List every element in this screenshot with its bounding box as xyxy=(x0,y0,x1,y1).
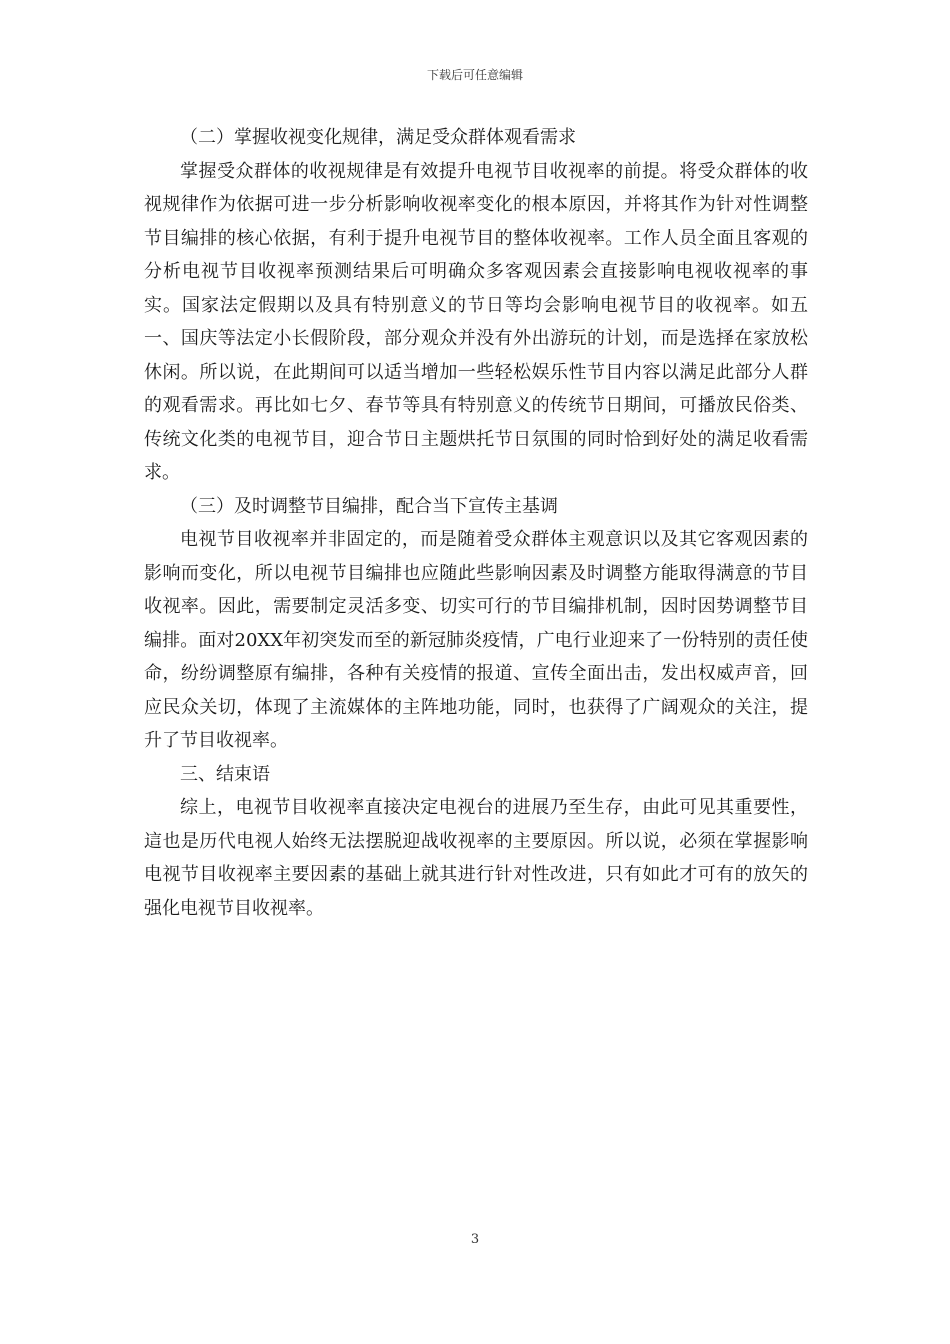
body-paragraph: 综上，电视节目收视率直接决定电视台的进展乃至生存，由此可见其重要性，這也是历代电视人始终无法摆脱迎战收视率的主要原因。所以说，必须在掌握影响电视节目收视率主要因素的基础上就其进行针对性改进，只有如此才可有的放矢的强化电视节目收视率。 xyxy=(144,797,808,919)
body-paragraph: 掌握受众群体的收视规律是有效提升电视节目收视率的前提。将受众群体的收视规律作为依据可进一步分析影响收视率变化的根本原因，并将其作为针对性调整节目编排的核心依据，有利于提升电视节目的整体收视率。工作人员全面且客观的分析电视节目收视率预测结果后可明确众多客观因素会直接影响电视收视率的事实。国家法定假期以及具有特别意义的节日等均会影响电视节目的收视率。如五一、国庆等法定小长假阶段，部分观众并没有外出游玩的计划，而是选择在家放松休闲。所以说，在此期间可以适当增加一些轻松娱乐性节目内容以满足此部分人群的观看需求。再比如七夕、春节等具有特别意义的传统节日期间，可播放民俗类、传统文化类的电视节目，迎合节日主题烘托节日氛围的同时恰到好处的满足收看需求。 xyxy=(144,160,808,483)
page-header: 下载后可任意编辑 xyxy=(426,68,523,82)
page-number: 3 xyxy=(470,1232,480,1247)
document-body xyxy=(144,121,808,925)
conclusion-heading: 三、结束语 xyxy=(180,763,270,785)
section-heading-2: （二）掌握收视变化规律，满足受众群体观看需求 xyxy=(180,127,576,148)
section-heading-3: （三）及时调整节目编排，配合当下宣传主基调 xyxy=(180,495,558,517)
body-paragraph: 电视节目收视率并非固定的，而是随着受众群体主观意识以及其它客观因素的影响而变化，所以电视节目编排也应随此些影响因素及时调整方能取得满意的节目收视率。因此，需要制定灵活多变、切实可行的节目编排机制，因时因势调整节目编排。面对20XX年初突发而至的新冠肺炎疫情，广电行业迎来了一份特别的责任使命，纷纷调整原有编排，各种有关疫情的报道、宣传全面出击，发出权威声音，回应民众关切，体现了主流媒体的主阵地功能，同时，也获得了广阔观众的关注，提升了节目收视率。 xyxy=(144,529,808,751)
